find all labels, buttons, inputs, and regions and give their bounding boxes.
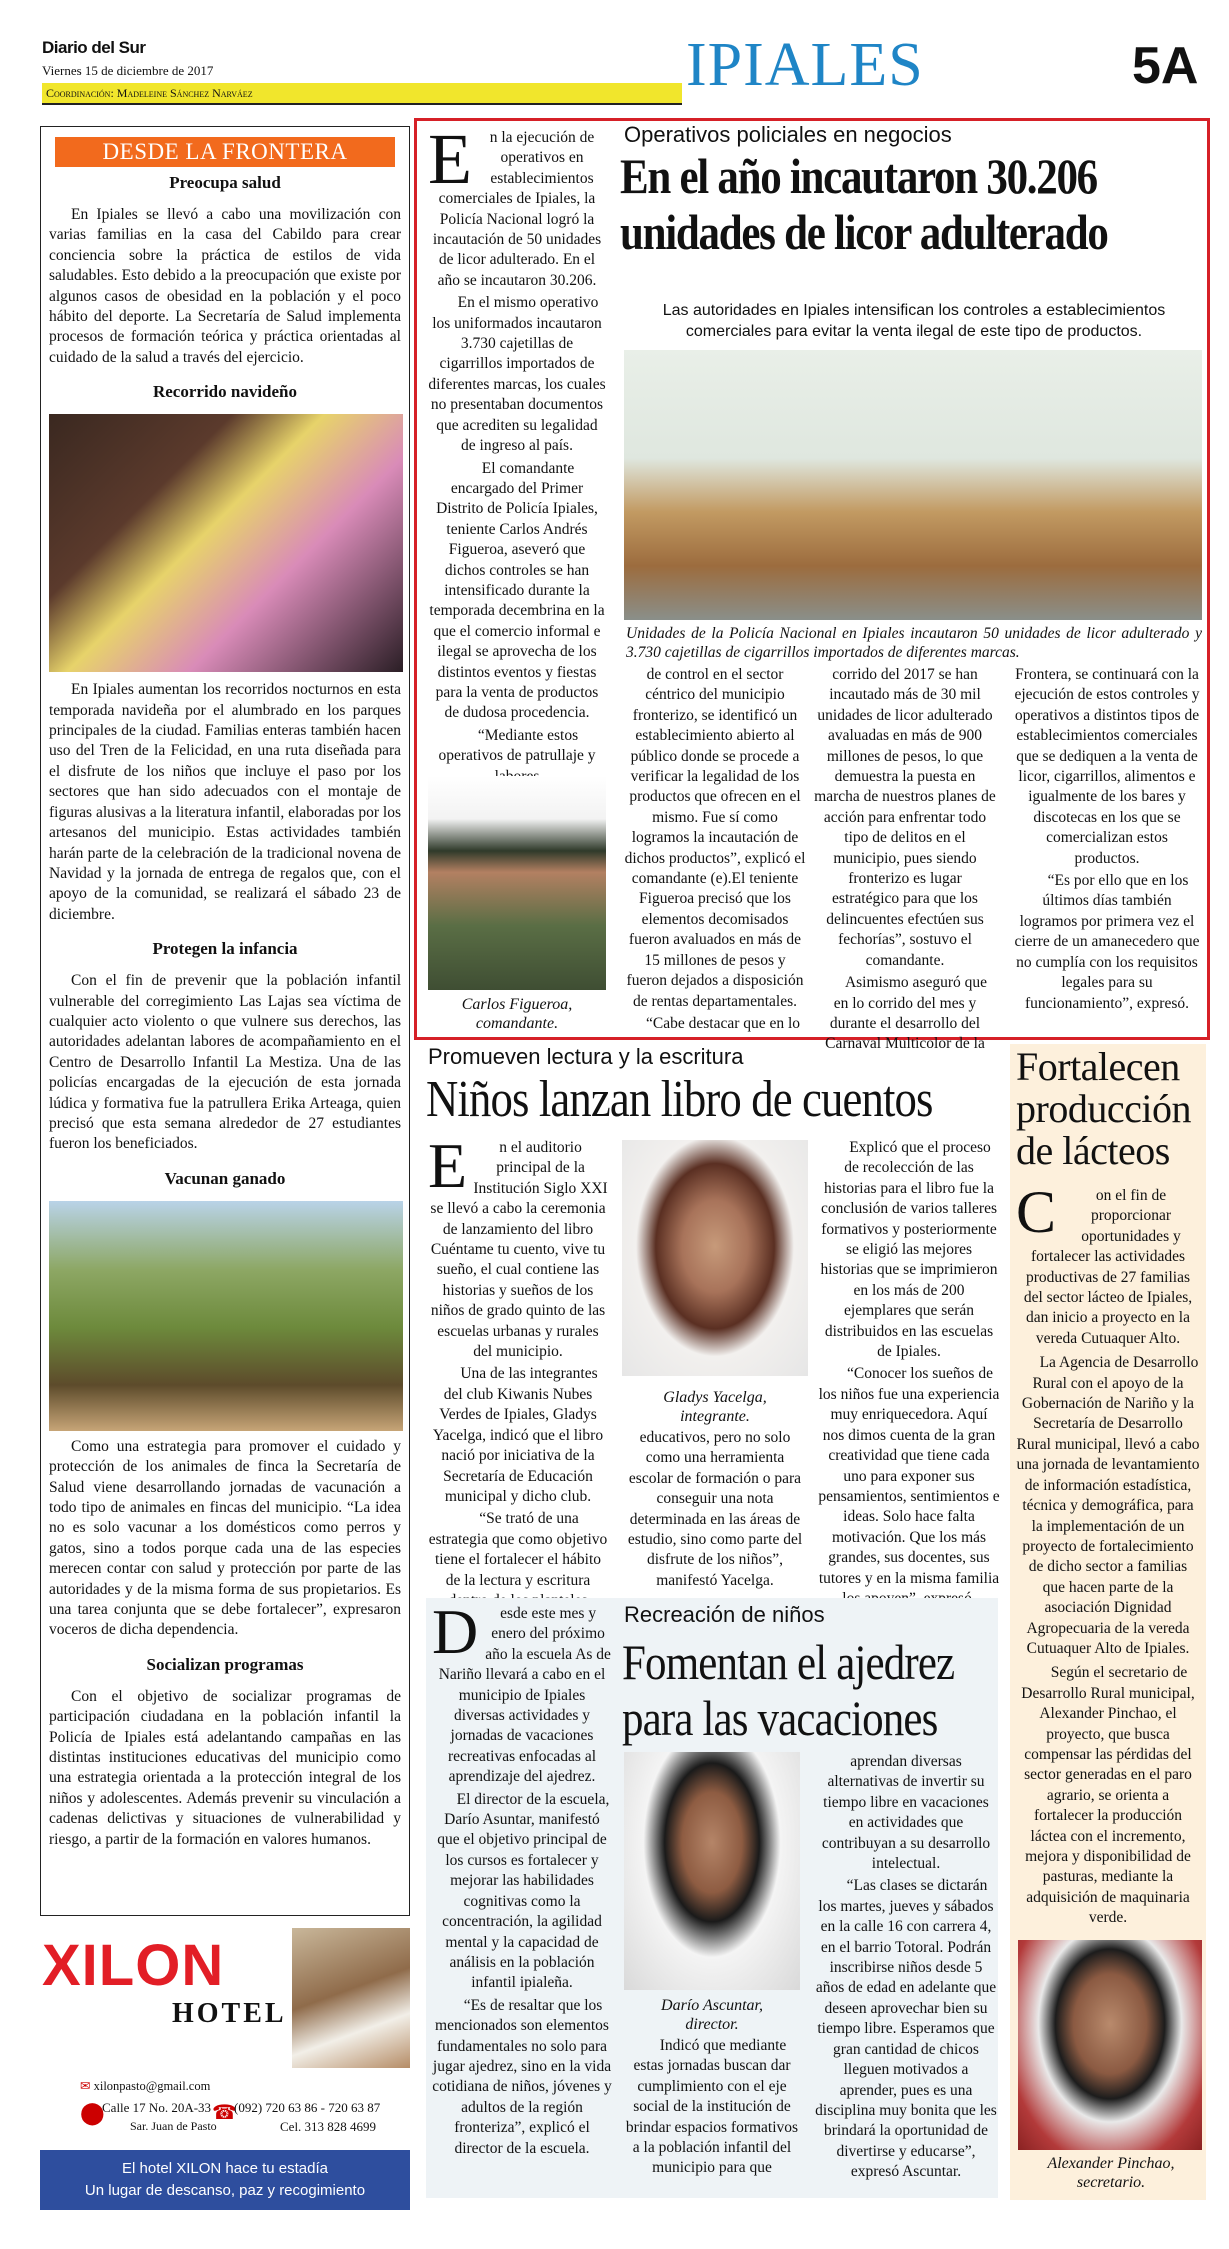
lacteos-dropcap: C <box>1016 1179 1057 1245</box>
licor-col4 <box>1012 665 1202 1014</box>
text-navideno: En Ipiales aumentan los recorridos nocturnos en esta temporada navideña por el alumbrado en los parques principales de la ciudad. Familias enteras también hacen uso del Tren de la Felicidad, en una ruta diseñada para el disfrute de los niños que incluye el paso por los sectores que han sido adecuados con el montaje de figuras alusivas a la literatura infantil, elaboradas por los artesanos del municipio. Estas actividades también harán parte de la celebración de la tradicional novena de Navidad y la jornada de entrega de regalos que, con el apoyo de la comunidad, se realizará el sábado 23 de diciembre. <box>49 681 401 923</box>
text-programas: Con el objetivo de socializar programas de participación ciudadana en la población infantil la Policía de Ipiales está adelantando campañas en las distintas instituciones educativas del municipio como una estrategia orientada a la protección integral de los niños y adolescentes. Además prevenir su vinculación a cadenas delictivas y situaciones de vulnerabilidad y riesgo, a partir de la formación en valores humanos. <box>49 1687 401 1848</box>
photo-gladys-yacelga <box>622 1140 808 1376</box>
dario-caption-role: director. <box>685 2016 739 2033</box>
gladys-caption-role: integrante. <box>680 1408 750 1425</box>
photo-ganado <box>49 1201 403 1431</box>
licor-col1-p1: n la ejecución de operativos en establecimientos comerciales de Ipiales, la Policía Nacional logró la incautación de 50 unidades de licor adulterado. En el año se incautaron 30.206. <box>432 129 602 289</box>
sidebar-desde-la-frontera <box>40 126 410 1916</box>
issue-date: Viernes 15 de diciembre de 2017 <box>42 63 214 78</box>
coordination-text: Coordinación: Madeleine Sánchez Narváez <box>46 86 253 100</box>
cuentos-dropcap: E <box>428 1130 468 1201</box>
officer-caption <box>428 995 606 1033</box>
ajedrez-col2-p1: Indicó que mediante estas jornadas buscan dar cumplimiento con el eje social de la institución de brindar espacios formativos a la población infantil del municipio para que <box>625 2037 799 2177</box>
photo-licor-seizure <box>624 350 1202 620</box>
phone-icon: ☎ <box>212 2102 237 2124</box>
lacteos-headline: Fortalecen producción de lácteos <box>1016 1044 1191 1173</box>
pinchao-caption-name: Alexander Pinchao, <box>1047 2155 1175 2172</box>
ad-email: xilonpasto@gmail.com <box>93 2079 211 2093</box>
pinchao-caption-role: secretario. <box>1076 2174 1146 2191</box>
officer-caption-role: comandante. <box>475 1015 559 1032</box>
lacteos-body <box>1016 1179 1200 1929</box>
text-salud: En Ipiales se llevó a cabo una movilización con varias familias en la casa del Cabildo para crear conciencia sobre la práctica de estilos de vida saludables. Esto debido a la preocupación que existe por algunos casos de obesidad en la población y el poco hábito del deporte. La Secretaría de Salud implementa procesos de formación teórica y práctica orientadas al cuidado de la salud a través del ejercicio. <box>49 206 401 366</box>
licor-col4-p2: “Es por ello que en los últimos días también logramos por primera vez el cierre de un amanecedero que no cumplía con los requisitos legales para su funcionamiento”, expresó. <box>1014 872 1200 1012</box>
lacteos-p2: La Agencia de Desarrollo Rural con el apoyo de la Gobernación de Nariño y la Secretaría de Desarrollo Rural municipal, llevó a cabo una jornada de levantamiento de información estadística, técnica y demográfica, para la implementación de un proyecto de fortalecimiento de dicho sector a familias que hacen parte de la asociación Dignidad Agropecuaria de la vereda Cutuaquer Alto de Ipiales. <box>1016 1354 1200 1657</box>
ad-phone1: (092) 720 63 86 - 720 63 87 <box>234 2100 381 2115</box>
sidebar-title: DESDE LA FRONTERA <box>55 137 395 167</box>
licor-col1 <box>428 119 606 787</box>
pinchao-caption <box>1016 2154 1206 2192</box>
ajedrez-col3 <box>814 1752 998 2183</box>
map-pin-icon: ⬤ <box>80 2100 105 2125</box>
licor-col3-p2: Asimismo aseguró que en lo corrido del mes y durante el desarrollo del Carnaval Multicolor de la <box>825 974 988 1053</box>
licor-col2-p2: “Cabe destacar que en lo <box>646 1014 801 1032</box>
subhead-programas: Socializan programas <box>146 1654 304 1674</box>
cuentos-headline: Niños lanzan libro de cuentos <box>426 1071 933 1128</box>
ajedrez-col3-p2: “Las clases se dictarán los martes, jueves y sábados en la calle 16 con carrera 4, en el barrio Totoral. Podrán inscribirse niños desde 5 años de edad en adelante que deseen aprovechar bien su tiempo libre. Esperamos que gran cantidad de chicos lleguen motivados a aprender, pues es una disciplina muy bonita que les brindará la oportunidad de divertirse y educarse”, expresó Ascuntar. <box>815 1877 997 2181</box>
licor-col2 <box>624 665 806 1034</box>
licor-col2-p1: de control en el sector céntrico del municipio fronterizo, se identificó un establecimiento abierto al público donde se procede a verificar la legalidad de los productos que ofrecen en el mismo. Fue sí como logramos la incautación de dichos productos”, explicó el comandante (e).El teniente Figueroa precisó que los elementos decomisados fueron avaluados en más de 15 millones de pesos y fueron dejados a disposición de rentas departamentales. <box>624 666 806 1010</box>
ad-banner <box>40 2150 410 2210</box>
licor-col3 <box>814 665 996 1055</box>
licor-col1-p2: En el mismo operativo los uniformados incautaron 3.730 cajetillas de cigarrillos importados de diferentes marcas, los cuales no presentaban documentos que acrediten su legalidad de ingreso al país. <box>428 294 606 455</box>
ad-email-row <box>80 2078 210 2094</box>
photo-alexander-pinchao <box>1018 1940 1202 2150</box>
cuentos-col1-p2: Una de las integrantes del club Kiwanis Nubes Verdes de Ipiales, Gladys Yacelga, indicó que el libro nació por iniciativa de la Secretaría de Educación municipal y dicho club. <box>432 1365 604 1505</box>
ajedrez-col1-p3: “Es de resaltar que los mencionados son elementos fundamentales no solo para jugar ajedrez, sino en la vida cotidiana de niños, jóvenes y adultos de la región fronteriza”, explicó el director de la escuela. <box>432 1996 612 2157</box>
ajedrez-col1 <box>432 1596 612 2159</box>
cuentos-col1 <box>428 1130 608 1611</box>
lacteos-p3: Según el secretario de Desarrollo Rural municipal, Alexander Pinchao, el proyecto, que busca compensar las pérdidas del sector generadas en el paro agrario, se orienta a fortalecer la producción láctea con el incremento, mejora y disponibilidad de pasturas, mediante la adquisición de maquinaria verde. <box>1021 1664 1195 1927</box>
ajedrez-headline: Fomentan el ajedrez para las vacaciones <box>622 1634 955 1746</box>
cuentos-col3 <box>818 1138 1000 1609</box>
licor-col3-p1: corrido del 2017 se han incautado más de 30 mil unidades de licor adulterado avaluadas en más de 900 millones de pesos, lo que demuestra la puesta en marcha de nuestros planes de acción para enfrentar todo tipo de delitos en el municipio, pues siendo fronterizo es lugar estratégico para que los delincuentes efectúen sus fechorías”, sostuvo el comandante. <box>814 666 996 969</box>
ad-xilon-hotel[interactable] <box>40 1928 410 2210</box>
ajedrez-col1-p2: El director de la escuela, Darío Asuntar, manifestó que el objetivo principal de los cursos es fortalecer y mejorar las habilidades cognitivas como la concentración, la agilidad mental y la capacidad de análisis en la población infantil ipialeña. <box>437 1790 610 1992</box>
ajedrez-col1-p1: esde este mes y enero del próximo año la escuela As de Nariño llevará a cabo en el municipio de Ipiales diversas actividades y jornadas de vacaciones recreativas enfocadas al aprendizaje del ajedrez. <box>438 1605 611 1786</box>
ajedrez-dropcap: D <box>432 1596 479 1667</box>
licor-photo-caption: Unidades de la Policía Nacional en Ipiales incautaron 50 unidades de licor adulterado y 3.730 cajetillas de cigarrillos importados de diferentes marcas. <box>626 625 1202 661</box>
ajedrez-col3-p1: aprendan diversas alternativas de invertir su tiempo libre en vacaciones en actividades que contribuyan a su desarrollo intelectual. <box>821 1753 991 1873</box>
paper-name: Diario del Sur <box>42 38 146 57</box>
subhead-salud: Preocupa salud <box>169 173 281 192</box>
cuentos-col3-p1: Explicó que el proceso de recolección de las historias para el libro fue la conclusión de varios talleres formativos y posteriormente se eligió las mejores historias que se imprimieron en los más de 200 ejemplares que serán distribuidos en las escuelas de Ipiales. <box>820 1139 998 1361</box>
licor-col1-p4: “Mediante estos operativos de patrullaje y <box>438 726 596 765</box>
section-title: IPIALES <box>686 31 924 99</box>
cuentos-col1-p1: n el auditorio principal de la Institución Siglo XXI se llevó a cabo la ceremonia de lanzamiento del libro Cuéntame tu cuento, vive tu sueño, el cual contiene las historias y sueños de los niños de grado quinto de las escuelas urbanas y rurales del municipio. <box>430 1139 608 1361</box>
ad-address1: Calle 17 No. 20A-33 <box>102 2100 212 2115</box>
subhead-infancia: Protegen la infancia <box>152 939 298 959</box>
licor-dropcap: E <box>428 119 472 199</box>
licor-headline: En el año incautaron 30.206 unidades de licor adulterado <box>620 148 1108 260</box>
mail-icon: ✉ <box>80 2079 94 2093</box>
photo-carlos-figueroa <box>428 776 606 990</box>
lacteos-p1: on el fin de proporcionar oportunidades y fortalecer las actividades productivas de 27 familias del sector lácteo de Ipiales, dan inicio a proyecto en la vereda Cutuaquer Alto. <box>1023 1187 1193 1347</box>
cuentos-col2-p1: educativos, pero no solo como una herramienta escolar de formación o para conseguir una nota determinada en las áreas de estudio, sino como parte del disfrute de los niños”, manifestó Yacelga. <box>627 1429 803 1589</box>
gladys-caption-name: Gladys Yacelga, <box>663 1389 767 1406</box>
page-number: 5A <box>1132 37 1199 95</box>
licor-col4-p1: Frontera, se continuará con la ejecución de estos controles y operativos a distintos tipos de establecimientos comerciales que se dediquen a la venta de licor, cigarrillos, alimentos e igualmente de los bares y discotecas en los que se comercializan estos productos. <box>1014 666 1200 867</box>
licor-kicker: Operativos policiales en negocios <box>624 122 952 147</box>
ajedrez-kicker: Recreación de niños <box>624 1602 825 1627</box>
ad-hotel-room-photo <box>292 1928 410 2068</box>
cuentos-col1-p3: “Se trató de una estrategia que como objetivo tiene el fortalecer el hábito de la lectura y escritura <box>428 1510 608 1589</box>
ad-banner-line2: Un lugar de descanso, paz y recogimiento <box>84 2182 366 2199</box>
officer-caption-name: Carlos Figueroa, <box>461 996 573 1013</box>
ad-phone2: Cel. 313 828 4699 <box>280 2119 377 2134</box>
licor-col1-p3: El comandante encargado del Primer Distrito de Policía Ipiales, teniente Carlos Andrés Figueroa, aseveró que dichos controles se han intensificado durante la temporada decembrina en la que el comercio informal e ilegal se aprovecha de los distintos eventos y fiestas para la venta de productos de dudosa procedencia. <box>429 459 605 722</box>
text-infancia: Con el fin de prevenir que la población infantil vulnerable del corregimiento Las Lajas sea víctima de cualquier acto violento o que vulnere sus derechos, las autoridades adelantan labores de acompañamiento en el Centro de Desarrollo Infantil La Mestiza. Una de las policías encargadas de la ejecución de esta jornada lúdica y formativa fue la patrullera Erika Arteaga, quien precisó que esta semana alrededor de 27 estudiantes fueron los beneficiados. <box>49 972 401 1153</box>
licor-deck: Las autoridades en Ipiales intensifican los controles a establecimientos comerciales para evitar la venta ilegal de este tipo de productos. <box>662 302 1166 340</box>
ajedrez-col2 <box>624 2036 800 2179</box>
photo-navideno <box>49 414 403 672</box>
gladys-caption <box>622 1388 808 1426</box>
ad-brand: XILON <box>42 1933 225 1998</box>
cuentos-col2 <box>622 1428 808 1591</box>
ad-address2: Sar. Juan de Pasto <box>130 2119 217 2133</box>
subhead-navideno: Recorrido navideño <box>152 382 298 402</box>
text-ganado: Como una estrategia para promover el cuidado y protección de los animales de finca la Secretaría de Salud viene desarrollando jornadas de vacunación a todo tipo de animales en fincas del municipio. “La idea no es solo vacunar a los domésticos como perros y gatos, sino a todos porque cada una de las especies merecen contar con salud y protección por parte de las autoridades y de la misma forma de sus propietarios. Es una tarea conjunta que se debe fortalecer”, expresaron voceros de dicha dependencia. <box>49 1437 401 1639</box>
cuentos-kicker: Promueven lectura y la escritura <box>428 1044 744 1069</box>
photo-dario-ascuntar <box>624 1752 800 1990</box>
dario-caption-name: Darío Ascuntar, <box>661 1997 763 2014</box>
masthead <box>42 38 682 108</box>
subhead-ganado: Vacunan ganado <box>164 1168 286 1188</box>
ad-sub: HOTEL <box>172 1998 287 2029</box>
coordination-bar <box>42 83 682 105</box>
cuentos-col3-p2: “Conocer los sueños de los niños fue una experiencia muy enriquecedora. Aquí nos dimos cuenta de la gran creatividad que tiene cada uno para exponer sus pensamientos, sentimientos e ideas. Solo hace falta motivación. Que los más grandes, sus docentes, sus tutores y en la misma familia <box>818 1365 1000 1587</box>
dario-caption <box>624 1996 800 2034</box>
ad-banner-line1: El hotel XILON hace tu estadía <box>122 2160 328 2177</box>
